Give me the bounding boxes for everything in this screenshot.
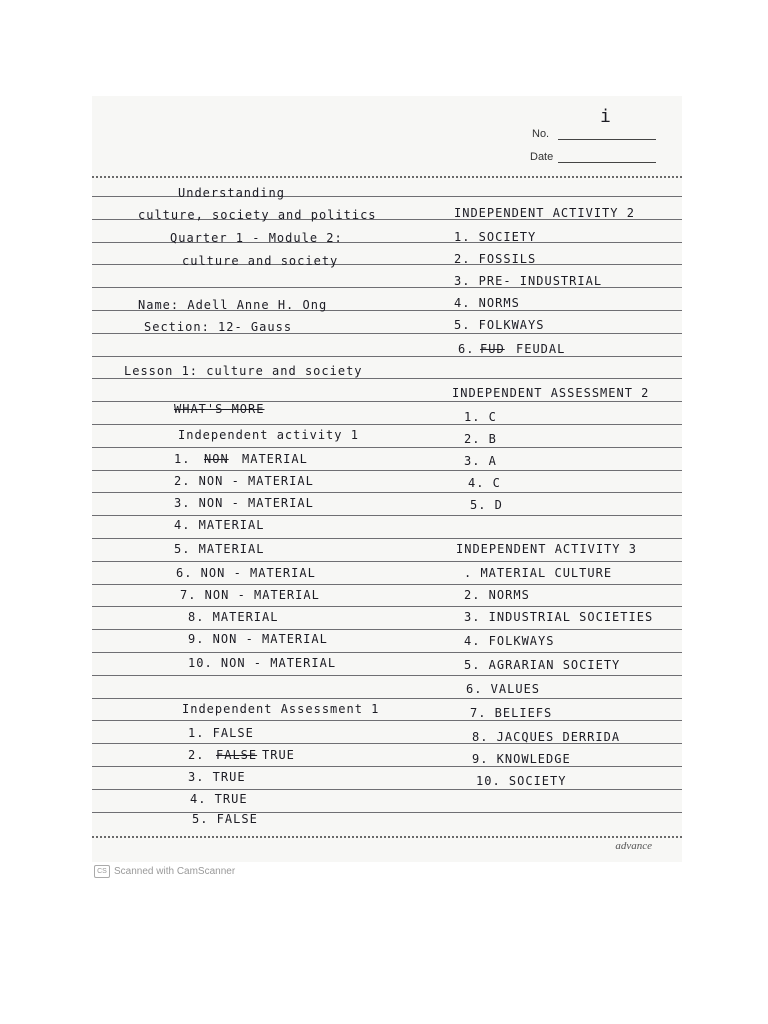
ruled-line: [92, 652, 682, 653]
dotted-margin-line: [92, 836, 682, 838]
left-answer-line: 5. MATERIAL: [174, 542, 265, 556]
ruled-line: [92, 378, 682, 379]
right-answer-line: INDEPENDENT ACTIVITY 3: [456, 542, 637, 556]
left-answer-line: NON: [204, 452, 229, 466]
ruled-line: [92, 789, 682, 790]
right-answer-line: 3. PRE- INDUSTRIAL: [454, 274, 603, 288]
date-blank-line: [558, 162, 656, 163]
right-answer-line: 4. C: [468, 476, 501, 490]
left-answer-line: TRUE: [262, 748, 295, 762]
ruled-line: [92, 629, 682, 630]
left-answer-line: culture and society: [182, 254, 339, 268]
right-answer-line: 10. SOCIETY: [476, 774, 567, 788]
left-answer-line: Quarter 1 - Module 2:: [170, 231, 343, 245]
left-answer-line: 3. TRUE: [188, 770, 246, 784]
right-answer-line: FEUDAL: [516, 342, 566, 356]
dotted-margin-line: [92, 176, 682, 178]
left-answer-line: Independent activity 1: [178, 428, 359, 442]
ruled-line: [92, 698, 682, 699]
no-label: No.: [532, 128, 550, 140]
left-answer-line: 2. NON - MATERIAL: [174, 474, 314, 488]
left-answer-line: WHAT'S MORE: [174, 402, 265, 416]
notebook-page: [92, 96, 682, 862]
right-answer-line: 2. B: [464, 432, 497, 446]
left-answer-line: Understanding: [178, 186, 285, 200]
left-answer-line: MATERIAL: [242, 452, 308, 466]
left-answer-line: Section: 12- Gauss: [144, 320, 293, 334]
right-answer-line: 5. FOLKWAYS: [454, 318, 545, 332]
right-answer-line: 1. C: [464, 410, 497, 424]
ruled-line: [92, 515, 682, 516]
right-answer-line: 4. FOLKWAYS: [464, 634, 555, 648]
ruled-line: [92, 675, 682, 676]
right-answer-line: 5. AGRARIAN SOCIETY: [464, 658, 621, 672]
right-answer-line: INDEPENDENT ACTIVITY 2: [454, 206, 635, 220]
right-answer-line: 1. SOCIETY: [454, 230, 537, 244]
left-answer-line: 7. NON - MATERIAL: [180, 588, 320, 602]
scanner-watermark: [94, 865, 235, 878]
left-answer-line: 9. NON - MATERIAL: [188, 632, 328, 646]
ruled-line: [92, 264, 682, 265]
right-answer-line: 6. VALUES: [466, 682, 541, 696]
right-answer-line: 6.: [458, 342, 475, 356]
right-answer-line: INDEPENDENT ASSESSMENT 2: [452, 386, 650, 400]
page-number: i: [600, 106, 612, 127]
ruled-line: [92, 606, 682, 607]
camscanner-icon: CS: [94, 865, 110, 878]
ruled-line: [92, 812, 682, 813]
right-answer-line: 7. BELIEFS: [470, 706, 553, 720]
left-answer-line: 2.: [188, 748, 205, 762]
left-answer-line: 4. MATERIAL: [174, 518, 265, 532]
scanner-text: Scanned with CamScanner: [114, 866, 236, 877]
right-answer-line: 3. A: [464, 454, 497, 468]
left-answer-line: culture, society and politics: [138, 208, 377, 222]
left-answer-line: 1. FALSE: [188, 726, 254, 740]
right-answer-line: 2. NORMS: [464, 588, 530, 602]
right-answer-line: 9. KNOWLEDGE: [472, 752, 571, 766]
ruled-line: [92, 561, 682, 562]
left-answer-line: 6. NON - MATERIAL: [176, 566, 316, 580]
left-answer-line: 3. NON - MATERIAL: [174, 496, 314, 510]
no-blank-line: [558, 139, 656, 140]
left-answer-line: 10. NON - MATERIAL: [188, 656, 337, 670]
right-answer-line: 2. FOSSILS: [454, 252, 537, 266]
left-answer-line: 5. FALSE: [192, 812, 258, 826]
left-answer-line: 1.: [174, 452, 191, 466]
right-answer-line: 5. D: [470, 498, 503, 512]
date-label: Date: [530, 151, 554, 163]
right-answer-line: 4. NORMS: [454, 296, 520, 310]
ruled-line: [92, 720, 682, 721]
notebook-brand: advance: [615, 840, 652, 852]
ruled-line: [92, 356, 682, 357]
ruled-line: [92, 538, 682, 539]
right-answer-line: . MATERIAL CULTURE: [464, 566, 613, 580]
ruled-line: [92, 424, 682, 425]
left-answer-line: Name: Adell Anne H. Ong: [138, 298, 328, 312]
left-answer-line: 8. MATERIAL: [188, 610, 279, 624]
left-answer-line: Independent Assessment 1: [182, 702, 380, 716]
left-answer-line: Lesson 1: culture and society: [124, 364, 363, 378]
right-answer-line: 3. INDUSTRIAL SOCIETIES: [464, 610, 654, 624]
ruled-line: [92, 766, 682, 767]
ruled-line: [92, 492, 682, 493]
left-answer-line: 4. TRUE: [190, 792, 248, 806]
ruled-line: [92, 584, 682, 585]
left-answer-line: FALSE: [216, 748, 258, 762]
right-answer-line: 8. JACQUES DERRIDA: [472, 730, 621, 744]
ruled-line: [92, 470, 682, 471]
ruled-line: [92, 447, 682, 448]
right-answer-line: FUD: [480, 342, 505, 356]
